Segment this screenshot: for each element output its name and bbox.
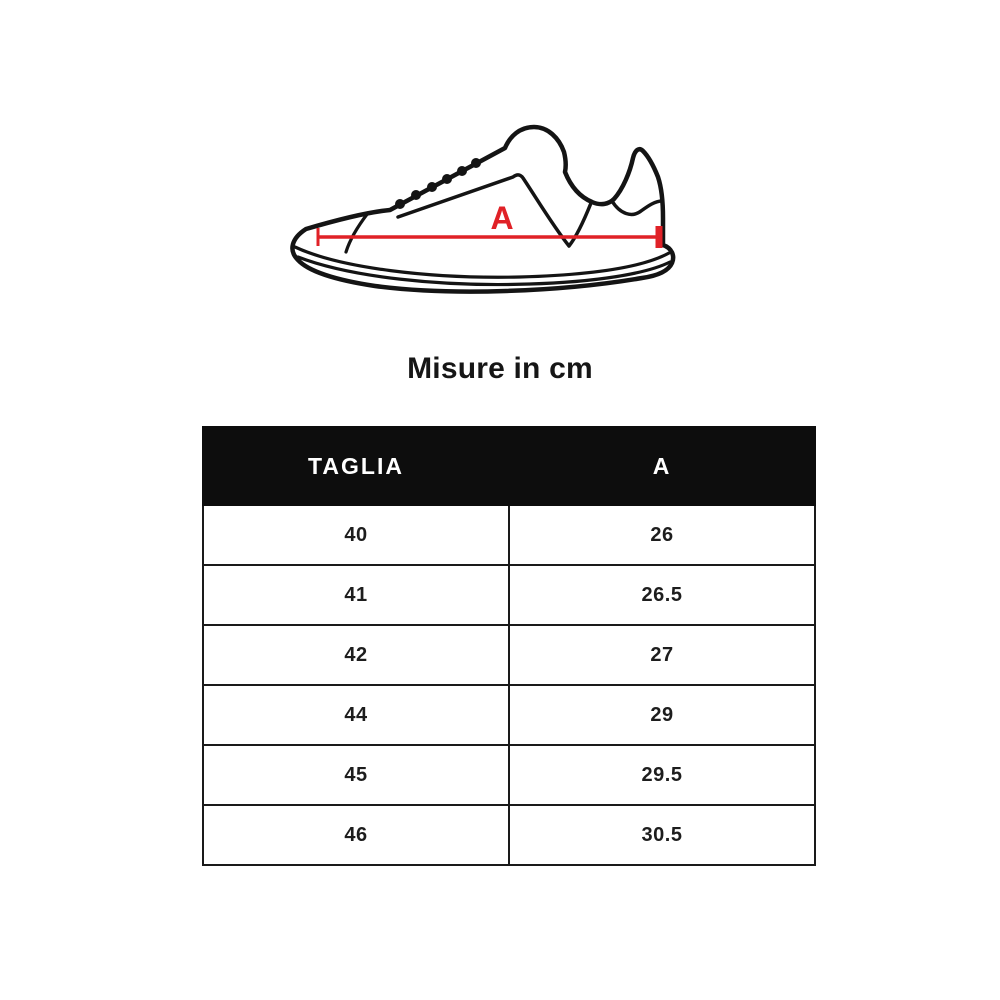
- eyelet-icon: [442, 174, 452, 184]
- page-title: Misure in cm: [407, 352, 593, 385]
- column-header-taglia: TAGLIA: [203, 427, 509, 505]
- shoe-line-art: [292, 127, 673, 292]
- size-cell: 46: [203, 805, 509, 865]
- size-cell: 45: [203, 745, 509, 805]
- table-row: [203, 745, 815, 805]
- sneaker-illustration: [280, 100, 720, 320]
- eyelet-icon: [457, 166, 467, 176]
- measure-cell: 27: [509, 625, 815, 685]
- table-row: [203, 505, 815, 565]
- measurement-label: A: [490, 200, 514, 236]
- eyelet-icon: [471, 158, 481, 168]
- size-table-head: [203, 427, 815, 505]
- size-cell: 44: [203, 685, 509, 745]
- table-header-row: [203, 427, 815, 505]
- table-row: [203, 805, 815, 865]
- measure-cell: 30.5: [509, 805, 815, 865]
- heel-counter-seam: [612, 201, 662, 214]
- size-table-body: [203, 505, 815, 865]
- eyelet-icon: [411, 190, 421, 200]
- eyelet-icon: [427, 182, 437, 192]
- column-header-a: A: [509, 427, 815, 505]
- size-table: [202, 426, 816, 866]
- shoe-outline: [292, 127, 673, 292]
- eyelet-icon: [395, 199, 405, 209]
- size-cell: 40: [203, 505, 509, 565]
- measure-cell: 26: [509, 505, 815, 565]
- table-row: [203, 685, 815, 745]
- measure-cell: 29: [509, 685, 815, 745]
- size-cell: 41: [203, 565, 509, 625]
- table-row: [203, 625, 815, 685]
- size-cell: 42: [203, 625, 509, 685]
- measure-cell: 26.5: [509, 565, 815, 625]
- table-row: [203, 565, 815, 625]
- measure-cell: 29.5: [509, 745, 815, 805]
- shoe-diagram: [280, 100, 720, 320]
- measurement-arrow: [318, 200, 659, 248]
